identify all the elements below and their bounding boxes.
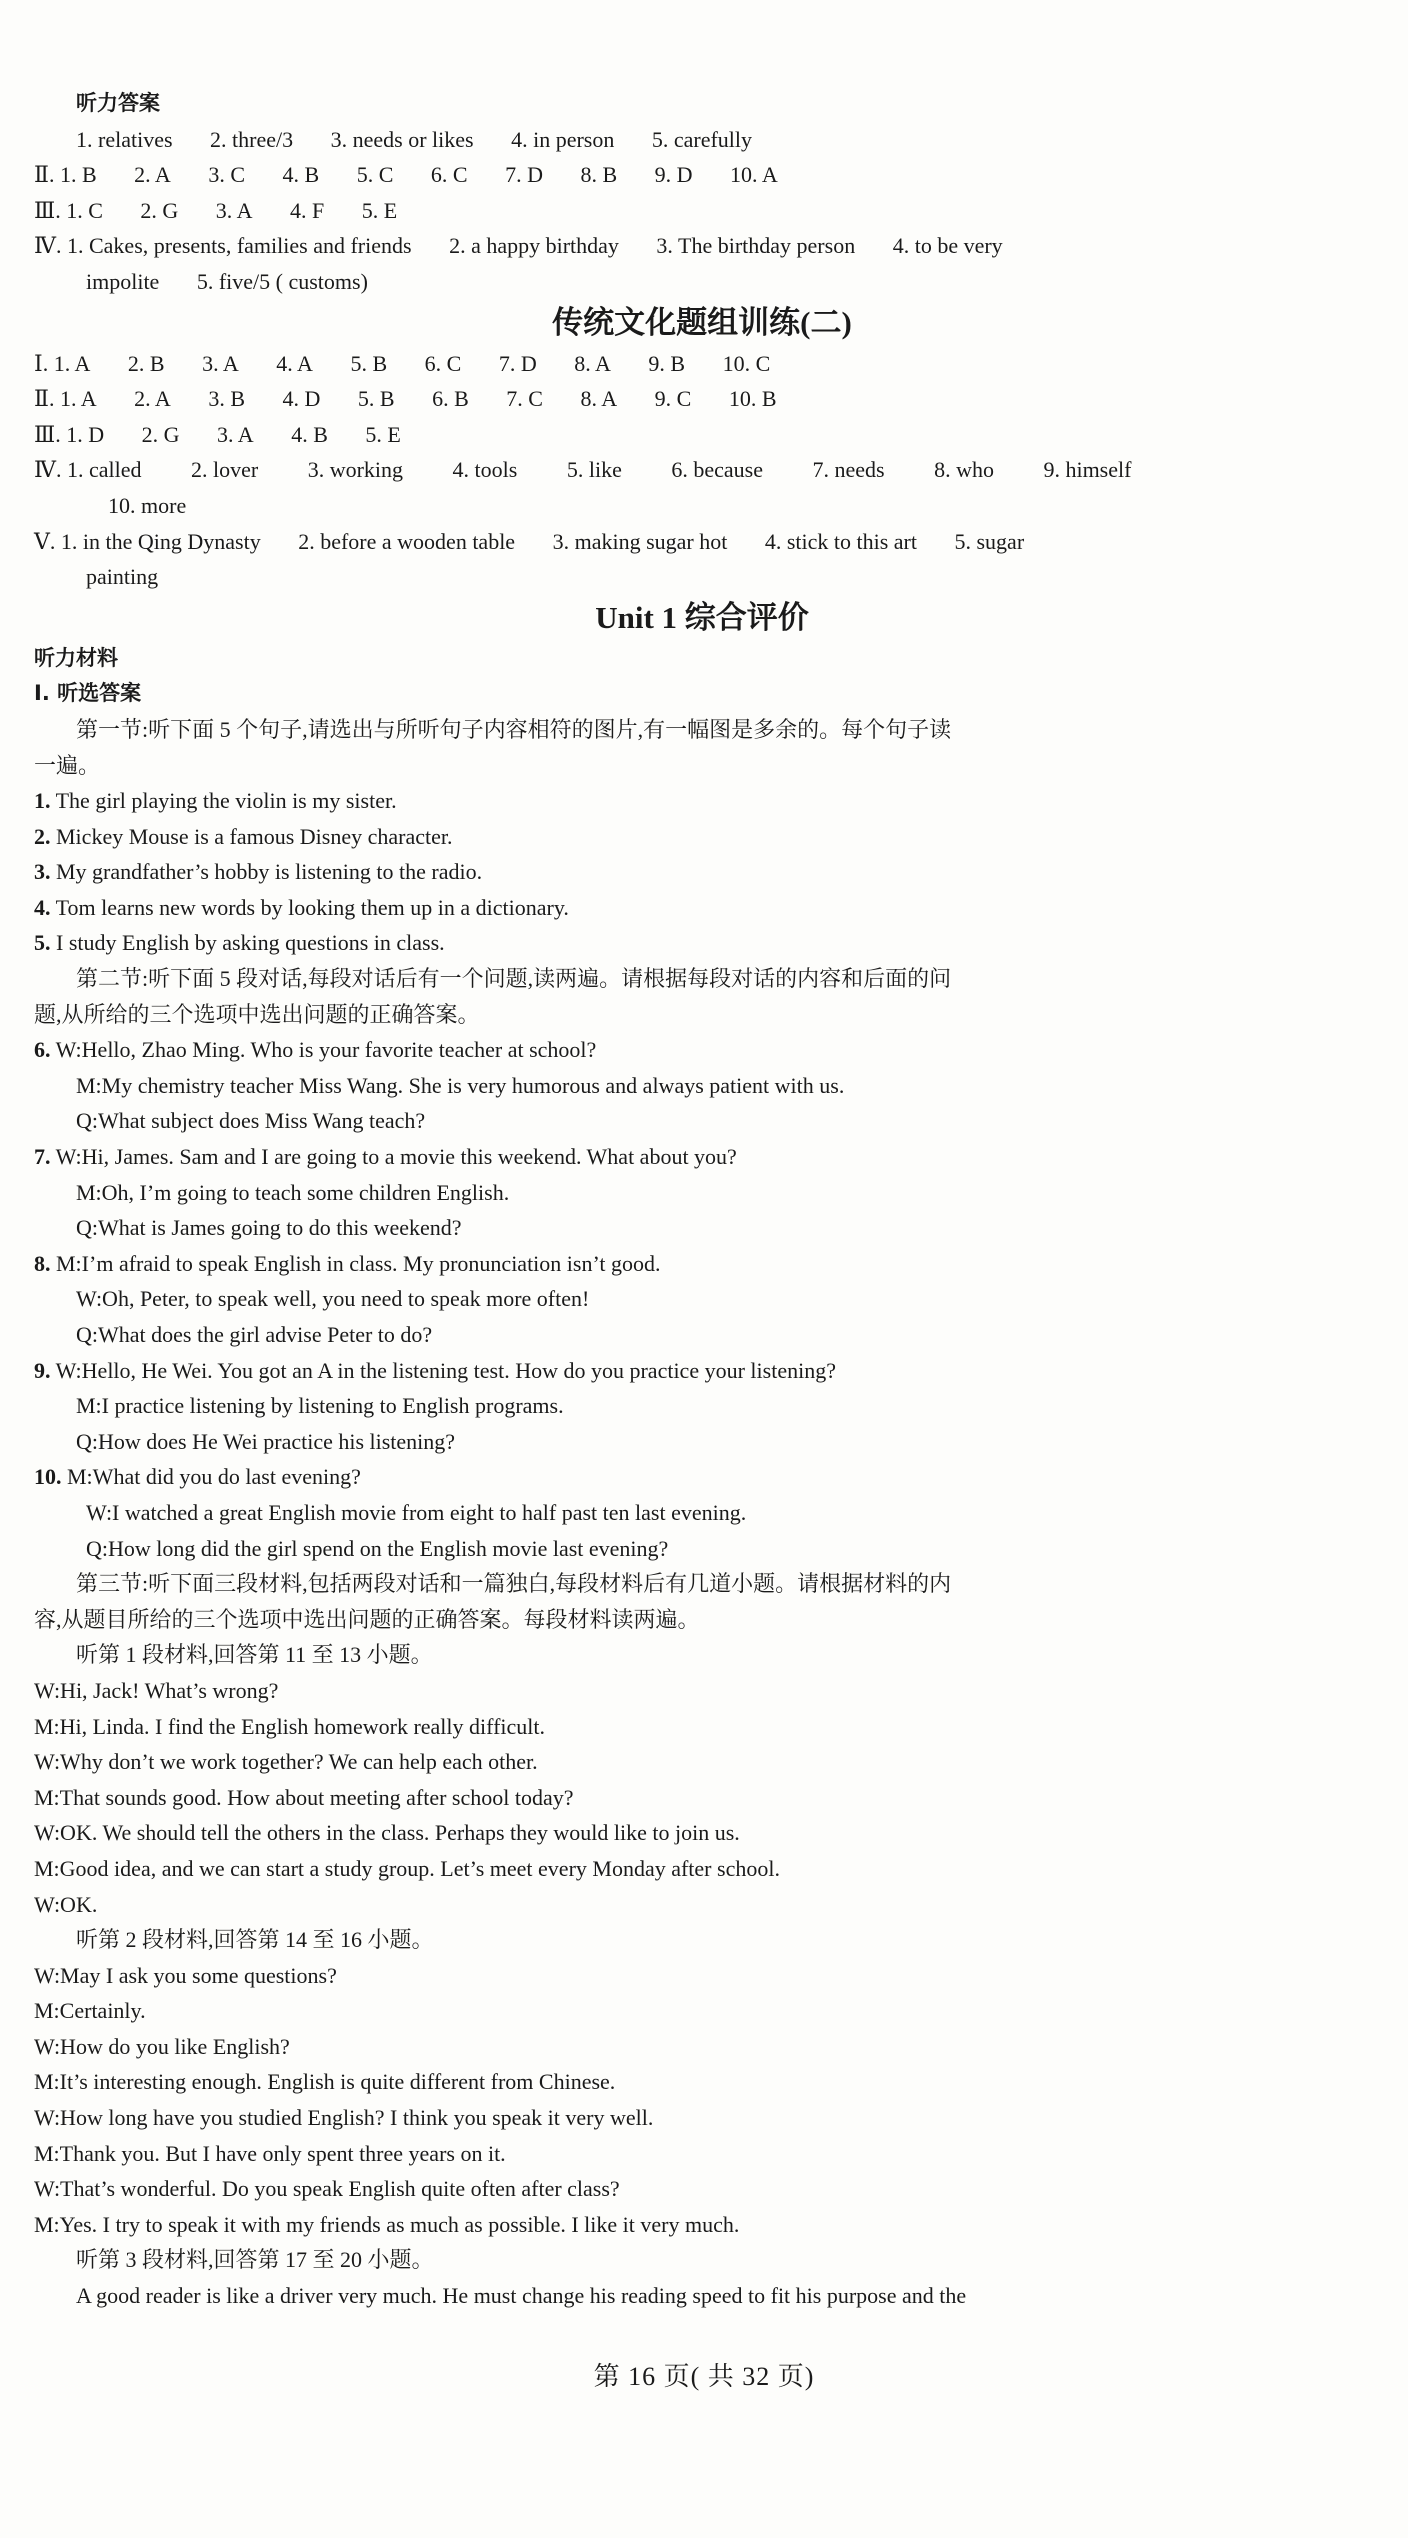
answer-item: 9. C (654, 386, 692, 412)
roman-label: Ⅰ. (34, 350, 49, 376)
answer-item: impolite (86, 268, 160, 294)
answer-row-II (34, 157, 1370, 193)
answer-item: 6. because (671, 457, 763, 483)
answer-item: 5. B (357, 386, 395, 412)
dialogue-text: M:I’m afraid to speak English in class. My pronunciation isn’t good. (56, 1250, 661, 1276)
answer-item: 1. in the Qing Dynasty (60, 528, 261, 554)
answer-item: 10. C (722, 350, 771, 376)
answer-item: 1. D (66, 421, 105, 447)
roman-label: Ⅱ. (34, 162, 55, 188)
answer-item: 3. B (208, 386, 246, 412)
dialogue-line (34, 1353, 1370, 1389)
answer-item: 3. A (202, 350, 239, 376)
answer-item: 1. called (66, 457, 142, 483)
answer-item: 1. A (59, 386, 97, 412)
instruction-text: 题,从所给的三个选项中选出问题的正确答案。 (34, 1001, 480, 1027)
answer-item: 4. F (289, 197, 325, 223)
question-number: 7. (34, 1144, 51, 1170)
material-heading: 听第 2 段材料,回答第 14 至 16 小题。 (76, 1927, 434, 1953)
question-text: The girl playing the violin is my sister. (55, 788, 397, 814)
section-title-traditional-culture: 传统文化题组训练(二) (552, 304, 852, 340)
roman-label: Ⅳ. (34, 233, 62, 259)
question-number: 2. (34, 823, 51, 849)
answer-item: 2. B (127, 350, 165, 376)
answer-item: 1. A (53, 350, 91, 376)
dialogue-text: M:What did you do last evening? (67, 1464, 361, 1490)
roman-label: Ⅲ. (34, 197, 61, 223)
answer-item: 6. C (424, 350, 462, 376)
dialogue-text: W:Hello, Zhao Ming. Who is your favorite teacher at school? (55, 1037, 597, 1063)
answer-item: 4. B (291, 421, 328, 447)
answer-item: 9. B (648, 350, 686, 376)
content (34, 86, 1370, 2314)
answer-item: 1. relatives (76, 126, 173, 152)
roman-label: Ⅲ. (34, 421, 61, 447)
answer-item: 2. a happy birthday (449, 233, 619, 259)
dialogue-line: Q:What is James going to do this weekend? (76, 1215, 462, 1241)
answer-item: 3. A (215, 197, 253, 223)
roman-label: Ⅴ. (34, 528, 56, 554)
dialogue-line: M:Hi, Linda. I find the English homework really difficult. (34, 1713, 545, 1739)
question-number: 6. (34, 1037, 51, 1063)
page-footer: 第 16 页( 共 32 页) (593, 2362, 815, 2391)
paragraph-text: A good reader is like a driver very much. He must change his reading speed to fit his purpose and the (76, 2283, 967, 2309)
question-text: I study English by asking questions in class. (56, 930, 445, 956)
dialogue-line: Q:How does He Wei practice his listening? (76, 1428, 456, 1454)
dialogue-line: W:Hi, Jack! What’s wrong? (34, 1677, 279, 1703)
answer-item: 3. needs or likes (330, 126, 474, 152)
answer-row-0 (34, 122, 1370, 158)
answer-item: 8. B (580, 162, 618, 188)
dialogue-text: W:Hi, James. Sam and I are going to a movie this weekend. What about you? (55, 1144, 737, 1170)
question-line (34, 925, 1370, 961)
listening-answer-heading: 听力答案 (76, 91, 160, 115)
part-heading: Ⅰ. 听选答案 (34, 681, 142, 706)
question-text: My grandfather’s hobby is listening to the radio. (56, 859, 483, 885)
question-line (34, 819, 1370, 855)
answer-item: 4. B (282, 162, 320, 188)
dialogue-line: W:How do you like English? (34, 2033, 290, 2059)
question-number: 3. (34, 859, 51, 885)
dialogue-line: W:I watched a great English movie from eight to half past ten last evening. (86, 1499, 747, 1525)
answer-item: 8. A (574, 350, 611, 376)
answer-item: 5. E (361, 197, 398, 223)
answer-row-V-cont: painting (86, 564, 159, 590)
answer-item: 5. sugar (954, 528, 1025, 554)
answer-row-I (34, 346, 1370, 382)
dialogue-line: W:OK. We should tell the others in the class. Perhaps they would like to join us. (34, 1820, 740, 1846)
answer-item: 4. D (282, 386, 321, 412)
listening-material-heading: 听力材料 (34, 645, 118, 670)
dialogue-text: W:Hello, He Wei. You got an A in the listening test. How do you practice your listening? (55, 1357, 836, 1383)
dialogue-line: Q:How long did the girl spend on the English movie last evening? (86, 1535, 669, 1561)
answer-item: 2. three/3 (210, 126, 294, 152)
answer-item: 7. C (506, 386, 543, 412)
dialogue-line (34, 1032, 1370, 1068)
answer-item: 4. stick to this art (764, 528, 917, 554)
dialogue-line: Q:What subject does Miss Wang teach? (76, 1108, 426, 1134)
instruction-text: 容,从题目所给的三个选项中选出问题的正确答案。每段材料读两遍。 (34, 1606, 700, 1632)
question-number: 4. (34, 894, 51, 920)
dialogue-line: M:Yes. I try to speak it with my friends as much as possible. I like it very much. (34, 2211, 740, 2237)
answer-item: 9. himself (1043, 457, 1132, 483)
material-heading: 听第 3 段材料,回答第 17 至 20 小题。 (76, 2247, 434, 2273)
answer-item: 4. to be very (892, 233, 1003, 259)
answer-item: 10. B (728, 386, 777, 412)
answer-row-III (34, 193, 1370, 229)
answer-item: 3. The birthday person (656, 233, 856, 259)
roman-label: Ⅳ. (34, 457, 62, 483)
answer-item: 2. lover (191, 457, 259, 483)
question-number: 10. (34, 1464, 62, 1490)
answer-item: 5. five/5 ( customs) (196, 268, 368, 294)
dialogue-line: M:It’s interesting enough. English is quite different from Chinese. (34, 2069, 616, 2095)
dialogue-line: M:Certainly. (34, 1998, 146, 2024)
section-title-unit1: Unit 1 综合评价 (595, 599, 809, 635)
answer-row-IV-cont (34, 264, 1370, 300)
question-text: Mickey Mouse is a famous Disney character. (56, 823, 453, 849)
answer-item: 7. needs (812, 457, 885, 483)
material-heading: 听第 1 段材料,回答第 11 至 13 小题。 (76, 1642, 433, 1668)
dialogue-line (34, 1246, 1370, 1282)
dialogue-line: W:Why don’t we work together? We can help each other. (34, 1749, 538, 1775)
answer-item: 1. Cakes, presents, families and friends (66, 233, 412, 259)
dialogue-line: M:I practice listening by listening to English programs. (76, 1393, 564, 1419)
dialogue-line: W:How long have you studied English? I think you speak it very well. (34, 2105, 654, 2131)
answer-item: 2. G (140, 197, 179, 223)
answer-item: 5. B (350, 350, 388, 376)
dialogue-line (34, 1459, 1370, 1495)
dialogue-line: Q:What does the girl advise Peter to do? (76, 1322, 433, 1347)
answer-item: 9. D (654, 162, 693, 188)
answer-item: 3. C (208, 162, 246, 188)
answer-item: 5. like (566, 457, 622, 483)
answer-item: 7. D (505, 162, 543, 188)
instruction-text: 一遍。 (34, 752, 101, 778)
answer-row-IV (34, 452, 1370, 488)
answer-item: 4. tools (452, 457, 518, 483)
answer-item: 2. A (134, 162, 171, 188)
answer-item: 3. A (217, 421, 254, 447)
instruction-text: 第一节:听下面 5 个句子,请选出与所听句子内容相符的图片,有一幅图是多余的。每个句子读 (76, 716, 952, 742)
dialogue-line: M:Thank you. But I have only spent three years on it. (34, 2140, 506, 2166)
question-text: Tom learns new words by looking them up in a dictionary. (55, 894, 569, 920)
dialogue-line: M:Oh, I’m going to teach some children English. (76, 1179, 510, 1205)
dialogue-line: W:Oh, Peter, to speak well, you need to speak more often! (76, 1286, 590, 1312)
answer-item: 8. who (934, 457, 994, 483)
dialogue-line: W:That’s wonderful. Do you speak English quite often after class? (34, 2176, 620, 2202)
answer-row-V (34, 524, 1370, 560)
answer-item: 2. G (141, 421, 180, 447)
dialogue-line (34, 1139, 1370, 1175)
roman-label: Ⅱ. (34, 386, 55, 412)
instruction-text: 第三节:听下面三段材料,包括两段对话和一篇独白,每段材料后有几道小题。请根据材料的内 (76, 1571, 952, 1597)
question-line (34, 783, 1370, 819)
answer-item: 10. A (730, 162, 778, 188)
answer-item: 2. A (134, 386, 171, 412)
answer-row-II (34, 381, 1370, 417)
question-line (34, 890, 1370, 926)
answer-row-IV-cont: 10. more (108, 492, 187, 518)
answer-item: 6. C (430, 162, 468, 188)
dialogue-line: W:May I ask you some questions? (34, 1962, 337, 1988)
question-number: 1. (34, 788, 51, 814)
question-number: 9. (34, 1357, 51, 1383)
answer-item: 3. making sugar hot (552, 528, 728, 554)
dialogue-line: M:That sounds good. How about meeting after school today? (34, 1784, 574, 1810)
answer-item: 5. C (356, 162, 394, 188)
answer-item: 1. B (59, 162, 97, 188)
answer-item: 1. C (66, 197, 103, 223)
answer-item: 6. B (432, 386, 469, 412)
question-number: 5. (34, 930, 51, 956)
dialogue-line: W:OK. (34, 1891, 98, 1917)
dialogue-line: M:My chemistry teacher Miss Wang. She is very humorous and always patient with us. (76, 1072, 845, 1098)
answer-item: 5. carefully (651, 126, 753, 152)
instruction-text: 第二节:听下面 5 段对话,每段对话后有一个问题,读两遍。请根据每段对话的内容和后面的问 (76, 966, 952, 992)
answer-row-IV (34, 228, 1370, 264)
answer-item: 3. working (307, 457, 404, 483)
answer-item: 2. before a wooden table (298, 528, 516, 554)
answer-item: 4. A (276, 350, 313, 376)
answer-item: 7. D (498, 350, 537, 376)
answer-row-III (34, 417, 1370, 453)
question-number: 8. (34, 1250, 51, 1276)
answer-item: 5. E (365, 421, 401, 447)
question-line (34, 854, 1370, 890)
answer-item: 8. A (580, 386, 618, 412)
dialogue-line: M:Good idea, and we can start a study group. Let’s meet every Monday after school. (34, 1855, 780, 1881)
answer-item: 4. in person (511, 126, 615, 152)
